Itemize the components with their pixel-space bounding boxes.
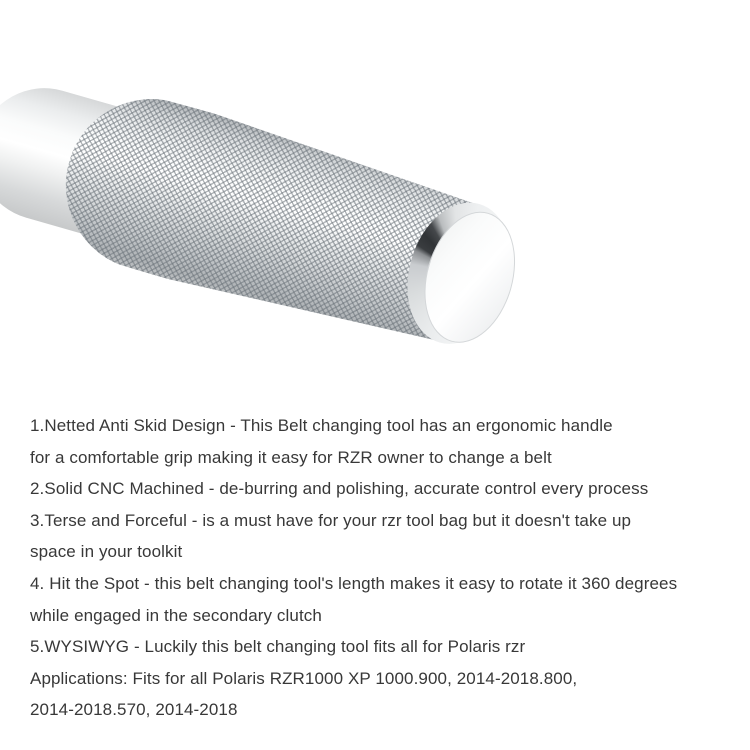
feature-line-5: space in your toolkit [30,542,183,562]
product-photo [0,24,587,398]
feature-line-7: while engaged in the secondary clutch [30,605,322,625]
feature-list [30,410,735,726]
feature-line-3: 2.Solid CNC Machined - de-burring and polishing, accurate control every process [30,479,649,499]
feature-line-6: 4. Hit the Spot - this belt changing tool's length makes it easy to rotate it 360 degrees [30,573,678,593]
feature-line-2: for a comfortable grip making it easy for RZR owner to change a belt [30,447,552,467]
feature-line-4: 3.Terse and Forceful - is a must have for your rzr tool bag but it doesn't take up [30,510,632,530]
feature-line-10: 2014-2018.570, 2014-2018 [30,700,238,720]
feature-line-1: 1.Netted Anti Skid Design - This Belt changing tool has an ergonomic handle [30,416,613,435]
feature-line-9: Applications: Fits for all Polaris RZR1000 XP 1000.900, 2014-2018.800, [30,668,578,688]
feature-line-8: 5.WYSIWYG - Luckily this belt changing tool fits all for Polaris rzr [30,637,526,657]
